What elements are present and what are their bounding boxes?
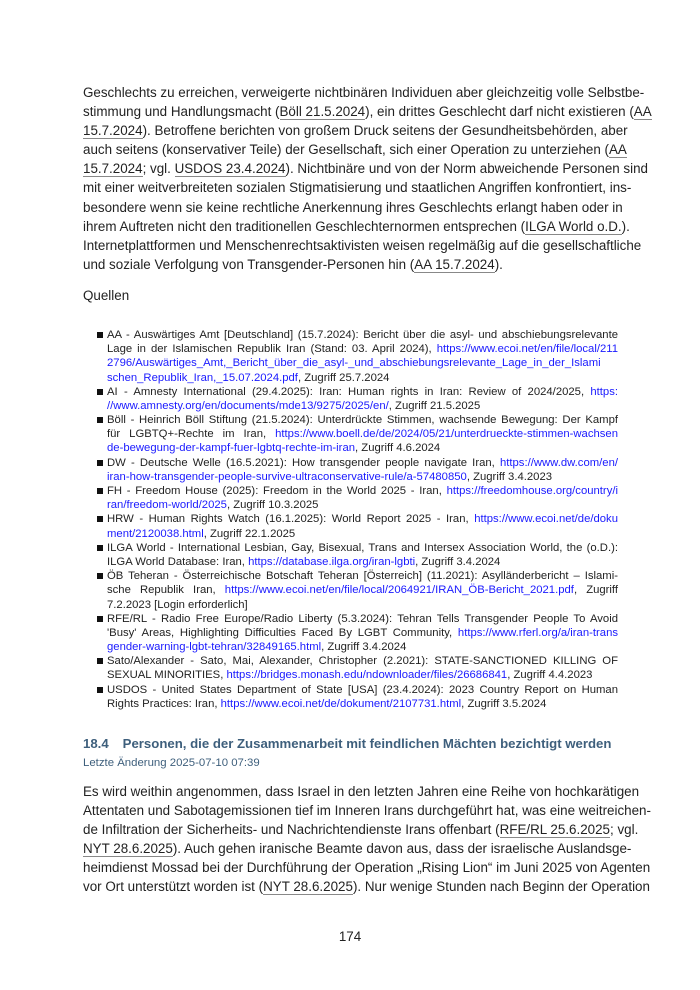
text-run: , Zugriff 21.5.2025	[388, 399, 481, 412]
section-title: Personen, die der Zusammenarbeit mit feindlichen Mächten bezichtigt werden	[122, 736, 612, 751]
citation-link[interactable]: RFE/RL 25.6.2025	[499, 822, 611, 837]
text-run: AA - Auswärtiges Amt [Deutschland] (15.7.2024): Bericht über die asyl- und abschiebungsrelevante	[107, 328, 618, 341]
text-line	[83, 858, 651, 877]
text-run: ihrem Auftreten nicht den traditionellen Geschlechternormen entsprechen (	[83, 218, 526, 234]
text-run: sche Republik Iran,	[107, 584, 225, 597]
text-run: Internetplattformen und Menschenrechtsaktivisten weisen regelmäßig auf die gesellschaftliche	[83, 237, 642, 253]
reference-link[interactable]: https://www.ecoi.net/en/file/local/211	[436, 343, 618, 356]
reference-link[interactable]: //www.amnesty.org/en/documents/mde13/9275/2025/en/	[107, 399, 389, 412]
text-run: , Zugriff 25.7.2024	[297, 371, 390, 384]
sources-label: Quellen	[83, 287, 130, 303]
text-run: Attentaten und Sabotagemissionen tief im Inneren Irans durchgeführt hat, was eine weitreichen-	[83, 803, 651, 818]
citation-link[interactable]: Böll 21.5.2024	[279, 104, 366, 120]
text-run: ).	[494, 256, 503, 272]
text-run: , Zugriff	[573, 584, 619, 597]
reference-link[interactable]: 2796/Auswärtiges_Amt,_Bericht_über_die_asyl-_und_abschiebungsrelevante_Lage_in_der_Islami	[107, 357, 601, 370]
reference-link[interactable]: ran/freedom-world/2025	[107, 499, 227, 512]
reference-line	[107, 328, 618, 342]
reference-link[interactable]: https://www.ecoi.net/en/file/local/2064921/IRAN_ÖB-Bericht_2021.pdf	[224, 584, 574, 597]
citation-link[interactable]: AA	[633, 104, 652, 120]
section-number: 18.4	[83, 736, 109, 751]
citation-link[interactable]: ILGA World o.D.	[525, 218, 622, 234]
reference-list	[97, 328, 618, 711]
text-line	[83, 198, 623, 217]
reference-item	[97, 612, 618, 655]
citation-link[interactable]: 15.7.2024	[83, 161, 143, 177]
text-run: , Zugriff 3.4.2024	[415, 555, 501, 568]
bullet-icon	[97, 658, 103, 664]
text-run: , Zugriff 3.4.2023	[466, 470, 553, 483]
reference-line	[107, 441, 618, 455]
reference-item	[97, 541, 618, 569]
reference-item	[97, 683, 618, 711]
bullet-icon	[97, 687, 103, 693]
text-run: FH - Freedom House (2025): Freedom in the World 2025 - Iran,	[107, 485, 447, 497]
text-run: und soziale Verfolgung von Transgender-Personen hin (	[83, 256, 415, 272]
reference-link[interactable]: de-bewegung-der-kampf-fuer-lgbtq-rechte-im-iran	[107, 442, 356, 455]
bullet-icon	[97, 545, 103, 551]
bullet-icon	[97, 389, 103, 395]
text-line	[83, 801, 651, 820]
reference-link[interactable]: https://www.boell.de/de/2024/05/21/unterdrueckte-stimmen-wachsen	[275, 428, 618, 441]
text-run: , Zugriff 10.3.2025	[226, 499, 319, 512]
text-line	[83, 140, 627, 159]
reference-line	[107, 668, 618, 682]
reference-item	[97, 385, 618, 413]
text-run: ILGA World - International Lesbian, Gay, Bisexual, Trans and Intersex Association World, the (o.D.):	[107, 541, 618, 554]
reference-link[interactable]: https://bridges.monash.edu/ndownloader/files/26686841	[226, 669, 508, 682]
reference-line	[107, 583, 618, 597]
text-run: mit einer weitverbreiteten sozialen Stigmatisierung und staatlichen Angriffen konfrontiert, ins-	[83, 180, 632, 196]
citation-link[interactable]: AA	[608, 142, 627, 158]
bullet-icon	[97, 460, 103, 466]
text-run: Rights Practices: Iran,	[107, 697, 221, 710]
reference-item	[97, 654, 618, 682]
text-run: Es wird weithin angenommen, dass Israel in den letzten Jahren eine Reihe von hochkarätigen	[83, 784, 640, 799]
text-line	[83, 782, 640, 801]
text-run: 7.2.2023 [Login erforderlich]	[107, 598, 248, 611]
text-line	[83, 83, 645, 102]
reference-link[interactable]: https://database.ilga.org/iran-lgbti	[248, 555, 416, 568]
body-paragraph	[83, 782, 651, 896]
text-run: vor Ort unterstützt worden ist (	[83, 879, 264, 894]
reference-line	[107, 697, 618, 711]
reference-line	[107, 399, 618, 413]
reference-line	[107, 342, 618, 356]
text-line	[83, 255, 618, 274]
text-run: ÖB Teheran - Österreichische Botschaft Teheran [Österreich] (11.2021): Asylländerbericht – Islami-	[107, 570, 618, 583]
text-run: , Zugriff 3.5.2024	[461, 697, 547, 710]
reference-link[interactable]: iran-how-transgender-people-survive-ultraconservative-rule/a-57480850	[107, 470, 467, 483]
citation-link[interactable]: NYT 28.6.2025	[83, 841, 173, 856]
reference-line	[107, 640, 618, 654]
text-run: auch seitens (konservativer Teile) der Gesellschaft, sich einer Operation zu unterziehen (	[83, 142, 609, 158]
reference-line	[107, 683, 618, 697]
reference-line	[107, 612, 618, 626]
bullet-icon	[97, 573, 103, 579]
reference-line	[107, 413, 618, 427]
reference-line	[107, 541, 618, 555]
text-run: ; vgl.	[142, 161, 175, 177]
reference-line	[107, 654, 618, 668]
text-run: de Infiltration der Sicherheits- und Nachrichtendienste Irans offenbart (	[83, 822, 500, 837]
last-changed-timestamp: Letzte Änderung 2025-07-10 07:39	[83, 757, 260, 769]
bullet-icon	[97, 417, 103, 423]
text-run: ), ein drittes Geschlecht darf nicht existieren (	[365, 104, 634, 120]
reference-line	[107, 371, 618, 385]
reference-link[interactable]: ment/2120038.html	[107, 527, 204, 540]
text-run: Lage in der Islamischen Republik Iran (Stand: 03. April 2024),	[107, 343, 437, 356]
reference-line	[107, 527, 618, 541]
text-run: Böll - Heinrich Böll Stiftung (21.5.2024): Unterdrückte Stimmen, wachsende Bewegung: Der Kampf	[107, 414, 618, 427]
citation-link[interactable]: AA 15.7.2024	[414, 256, 495, 272]
text-run: DW - Deutsche Welle (16.5.2021): How transgender people navigate Iran,	[107, 456, 500, 469]
bullet-icon	[97, 616, 103, 622]
reference-link[interactable]: https://www.rferl.org/a/iran-trans	[457, 626, 618, 639]
reference-line	[107, 484, 618, 498]
reference-item	[97, 512, 618, 540]
reference-item	[97, 328, 618, 385]
text-run: ).	[621, 218, 630, 234]
text-line	[83, 839, 632, 858]
text-run: RFE/RL - Radio Free Europe/Radio Liberty (5.3.2024): Tehran Tells Transgender People To Avoid	[107, 612, 618, 625]
text-line	[83, 820, 639, 839]
text-run: ). Nur wenige Stunden nach Beginn der Operation	[352, 879, 650, 894]
citation-link[interactable]: 15.7.2024	[83, 123, 143, 139]
text-line	[83, 236, 642, 255]
reference-line	[107, 512, 618, 526]
reference-link[interactable]: gender-warning-lgbt-tehran/32849165.html	[107, 641, 322, 654]
text-run: , Zugriff 22.1.2025	[203, 527, 296, 540]
reference-line	[107, 356, 618, 370]
section-heading	[83, 735, 618, 753]
text-run: Geschlechts zu erreichen, verweigerte nichtbinären Individuen aber gleichzeitig volle Selbstbe-	[83, 85, 645, 100]
text-line	[83, 102, 652, 121]
text-run: Sato/Alexander - Sato, Mai, Alexander, Christopher (2.2021): STATE-SANCTIONED KILLING OF	[107, 655, 618, 668]
bullet-icon	[97, 488, 103, 494]
reference-item	[97, 484, 618, 512]
text-run: AI - Amnesty International (29.4.2025): Iran: Human rights in Iran: Review of 2024/2025,	[107, 385, 591, 398]
reference-line	[107, 427, 618, 441]
reference-line	[107, 555, 618, 569]
text-run: ). Betroffene berichten von großem Druck seitens der Gesundheitsbehörden, aber	[142, 123, 628, 139]
text-run: USDOS - United States Department of State [USA] (23.4.2024): 2023 Country Report on Human	[107, 683, 618, 696]
reference-line	[107, 470, 618, 484]
reference-link[interactable]: https://www.dw.com/en/	[499, 456, 618, 469]
reference-link[interactable]: https://www.ecoi.net/de/dokument/2107731.html	[220, 697, 462, 710]
reference-line	[107, 569, 618, 583]
page-number: 174	[338, 929, 362, 944]
reference-line	[107, 456, 618, 470]
text-run: , Zugriff 4.4.2023	[507, 669, 593, 682]
text-run: ). Auch gehen iranische Beamte davon aus, dass der israelische Auslandsge-	[172, 841, 632, 856]
text-run: ). Nichtbinäre und von der Norm abweichende Personen sind	[285, 161, 648, 177]
reference-item	[97, 413, 618, 456]
text-line	[83, 178, 632, 197]
reference-link[interactable]: https:	[590, 385, 618, 398]
reference-line	[107, 498, 618, 512]
reference-line	[107, 385, 618, 399]
bullet-icon	[97, 332, 103, 338]
text-line	[83, 159, 648, 178]
text-run: ; vgl.	[610, 822, 639, 837]
text-run: HRW - Human Rights Watch (16.1.2025): World Report 2025 - Iran,	[107, 513, 475, 526]
text-run: , Zugriff 4.6.2024	[355, 442, 441, 455]
reference-link[interactable]: https://www.ecoi.net/de/doku	[474, 513, 618, 526]
text-line	[83, 121, 628, 140]
text-run: 'Busy' Areas, Highlighting Difficulties Faced By LGBT Community,	[107, 626, 458, 639]
text-line	[83, 877, 650, 896]
text-line	[83, 217, 630, 236]
reference-item	[97, 569, 618, 612]
text-run: heimdienst Mossad bei der Durchführung der Operation „Rising Lion“ im Juni 2025 von Agenten	[83, 860, 651, 875]
citation-link[interactable]: USDOS 23.4.2024	[174, 161, 286, 177]
reference-line	[107, 626, 618, 640]
reference-link[interactable]: schen_Republik_Iran,_15.07.2024.pdf	[107, 371, 298, 384]
text-run: für LGBTQ+-Rechte im Iran,	[107, 428, 276, 441]
reference-link[interactable]: https://freedomhouse.org/country/i	[446, 485, 618, 497]
text-run: SEXUAL MINORITIES,	[107, 669, 227, 682]
text-run: ILGA World Database: Iran,	[107, 555, 249, 568]
text-run: besondere wenn sie keine rechtliche Anerkennung ihres Geschlechts erlangt haben oder in	[83, 199, 623, 215]
text-run: stimmung und Handlungsmacht (	[83, 104, 280, 120]
reference-line	[107, 598, 618, 612]
reference-item	[97, 456, 618, 484]
citation-link[interactable]: NYT 28.6.2025	[263, 879, 353, 894]
bullet-icon	[97, 516, 103, 522]
body-paragraph	[83, 83, 652, 274]
text-run: , Zugriff 3.4.2024	[321, 641, 407, 654]
